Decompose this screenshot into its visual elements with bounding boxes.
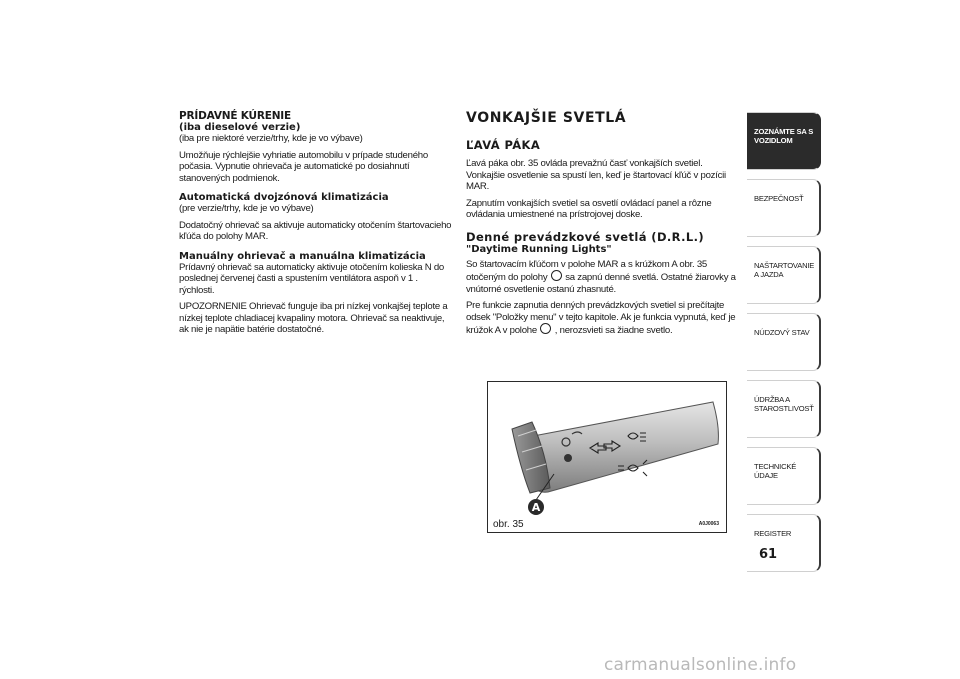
- text-fragment: , nerozsvieti sa žiadne svetlo.: [554, 325, 673, 336]
- chapter-index: [747, 112, 821, 581]
- section-auto-climate: [179, 192, 452, 243]
- tab-label: ZOZNÁMTE SA S VOZIDLOM: [754, 127, 814, 145]
- paragraph: Ľavá páka obr. 35 ovláda prevažnú časť vonkajších svetiel. Vonkajšie osvetlenie sa spustí len, keď je štartovací kľúč v pozícii MAR.: [466, 158, 726, 192]
- tab-getting-to-know[interactable]: [747, 112, 821, 170]
- tab-safety[interactable]: [747, 179, 821, 237]
- text-fragment: Pre funkcie zapnutia denných prevádzkových svetiel si prečítajte odsek "Položky menu" v tejto kapitole. Ak je funkcia vypnutá, keď je krúžok A v polohe: [466, 300, 736, 336]
- tab-label: BEZPEČNOSŤ: [754, 194, 804, 203]
- left-stalk-illustration: [488, 382, 726, 532]
- figure-caption: obr. 35: [493, 519, 524, 530]
- section-subtitle: (iba dieselové verzie): [179, 122, 301, 133]
- section-note: (pre verzie/trhy, kde je vo výbave): [179, 203, 314, 214]
- tab-emergency[interactable]: [747, 313, 821, 371]
- light-off-position-icon: [551, 270, 562, 281]
- callout-label: A: [531, 501, 541, 514]
- right-column: [466, 110, 741, 342]
- section-manual-heater: [179, 251, 452, 336]
- section-additional-heater: [179, 110, 452, 184]
- paragraph: [466, 300, 741, 337]
- section-title: PRÍDAVNÉ KÚRENIE: [179, 110, 291, 122]
- section-title: Manuálny ohrievač a manuálna klimatizácia: [179, 250, 426, 262]
- tab-label: TECHNICKÉ ÚDAJE: [754, 462, 797, 480]
- tab-technical-data[interactable]: [747, 447, 821, 505]
- left-column: [179, 110, 452, 344]
- section-body: Prídavný ohrievač sa automaticky aktivuje otočením kolieska N do poslednej červenej časti a spustením ventilátora aspoň v 1 . rýchlosti.: [179, 261, 445, 296]
- tab-label: ÚDRŽBA A STAROSTLIVOSŤ: [754, 395, 814, 413]
- tab-label: NAŠTARTOVANIE A JAZDA: [754, 261, 815, 279]
- section-body: Umožňuje rýchlejšie vyhriatie automobilu v prípade studeného počasia. Vypnutie ohrievača je automatické po dosiahnutí stanovených podmienok.: [179, 149, 428, 184]
- tab-label: NÚDZOVÝ STAV: [754, 328, 810, 337]
- section-title-drl: Denné prevádzkové svetlá (D.R.L.): [466, 229, 705, 244]
- tab-starting-driving[interactable]: [747, 246, 821, 304]
- tab-label: REGISTER: [754, 529, 792, 538]
- light-off-position-icon: [540, 323, 551, 334]
- tab-index[interactable]: [747, 514, 821, 572]
- section-title: ĽAVÁ PÁKA: [466, 138, 541, 152]
- warning-text: UPOZORNENIE Ohrievač funguje iba pri nízkej vonkajšej teplote a nízkej teplote chladiacej kvapaliny motora. Ohrievač sa neaktivuje, ak nie je napätie batérie dostatočné.: [179, 301, 448, 335]
- section-body: Dodatočný ohrievač sa aktivuje automaticky otočením štartovacieho kľúča do polohy MAR.: [179, 219, 452, 242]
- paragraph: Zapnutím vonkajších svetiel sa osvetlí ovládací panel a rôzne ovládania umiestnené na prístrojovej doske.: [466, 197, 712, 220]
- figure-left-stalk: [487, 381, 727, 533]
- section-note: (iba pre niektoré verzie/trhy, kde je vo výbave): [179, 133, 363, 144]
- text-fragment: sa zapnú denné svetlá. Ostatné žiarovky a vnútorné osvetlenie ostanú zhasnuté.: [466, 272, 736, 295]
- watermark: carmanualsonline.info: [604, 655, 797, 675]
- section-title: Automatická dvojzónová klimatizácia: [179, 192, 389, 203]
- text-fragment: So štartovacím kľúčom v polohe MAR a s krúžkom A obr. 35 otočeným do polohy: [466, 258, 708, 283]
- section-subtitle-drl: "Daytime Running Lights": [466, 243, 612, 255]
- page-number: 61: [759, 547, 778, 562]
- figure-code: A0J0063: [698, 521, 719, 527]
- paragraph: [466, 259, 741, 296]
- page-title: VONKAJŠIE SVETLÁ: [466, 110, 627, 126]
- tab-maintenance[interactable]: [747, 380, 821, 438]
